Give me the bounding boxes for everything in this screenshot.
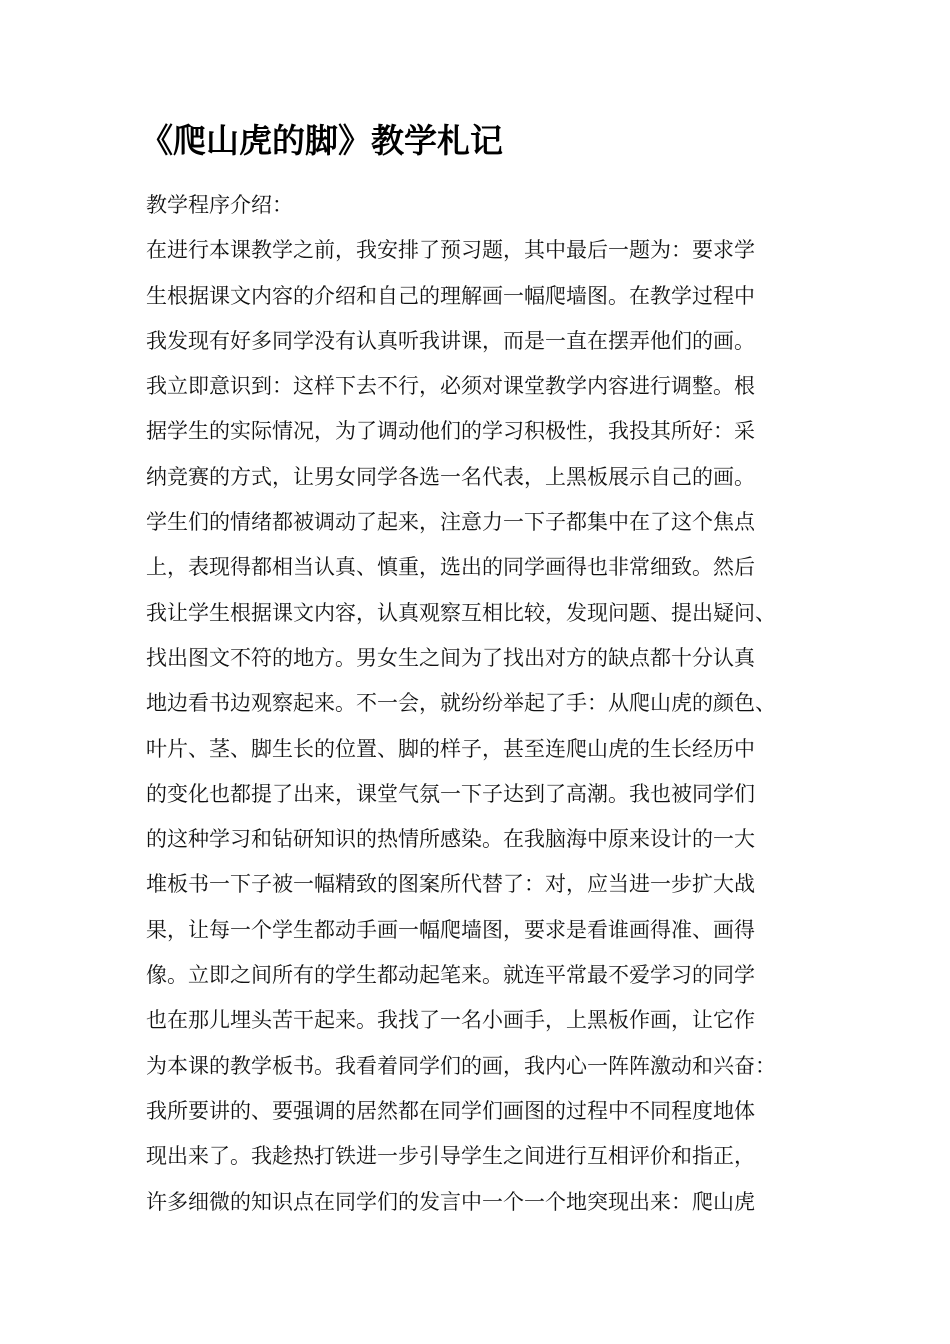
body-line: 堆板书一下子被一幅精致的图案所代替了：对，应当进一步扩大战 — [146, 872, 755, 897]
body-line: 我所要讲的、要强调的居然都在同学们画图的过程中不同程度地体 — [146, 1098, 755, 1123]
body-line: 找出图文不符的地方。男女生之间为了找出对方的缺点都十分认真 — [146, 645, 755, 670]
body-line: 也在那儿埋头苦干起来。我找了一名小画手，上黑板作画，让它作 — [146, 1008, 755, 1033]
body-line: 果，让每一个学生都动手画一幅爬墙图，要求是看谁画得准、画得 — [146, 917, 755, 942]
body-line: 据学生的实际情况，为了调动他们的学习积极性，我投其所好：采 — [146, 419, 755, 444]
body-line: 我让学生根据课文内容，认真观察互相比较，发现问题、提出疑问、 — [146, 600, 776, 625]
body-line: 的变化也都提了出来，课堂气氛一下子达到了高潮。我也被同学们 — [146, 781, 755, 806]
body-line: 叶片、茎、脚生长的位置、脚的样子，甚至连爬山虎的生长经历中 — [146, 736, 755, 761]
body-line: 许多细微的知识点在同学们的发言中一个一个地突现出来：爬山虎 — [146, 1189, 755, 1214]
body-line: 学生们的情绪都被调动了起来，注意力一下子都集中在了这个焦点 — [146, 510, 755, 535]
body-line: 现出来了。我趁热打铁进一步引导学生之间进行互相评价和指正， — [146, 1144, 755, 1169]
body-line: 我发现有好多同学没有认真听我讲课，而是一直在摆弄他们的画。 — [146, 328, 755, 353]
body-line: 在进行本课教学之前，我安排了预习题，其中最后一题为：要求学 — [146, 238, 755, 263]
body-line: 为本课的教学板书。我看着同学们的画，我内心一阵阵激动和兴奋： — [146, 1053, 776, 1078]
body-line: 我立即意识到：这样下去不行，必须对课堂教学内容进行调整。根 — [146, 374, 755, 399]
document-body — [146, 183, 836, 1225]
body-line: 纳竞赛的方式，让男女同学各选一名代表，上黑板展示自己的画。 — [146, 464, 755, 489]
body-line: 像。立即之间所有的学生都动起笔来。就连平常最不爱学习的同学 — [146, 963, 755, 988]
body-line: 上，表现得都相当认真、慎重，选出的同学画得也非常细致。然后 — [146, 555, 755, 580]
body-line: 教学程序介绍： — [146, 193, 293, 217]
body-line: 地边看书边观察起来。不一会，就纷纷举起了手：从爬山虎的颜色、 — [146, 691, 776, 716]
body-line: 的这种学习和钻研知识的热情所感染。在我脑海中原来设计的一大 — [146, 827, 755, 852]
document-title: 《爬山虎的脚》教学札记 — [140, 121, 503, 160]
body-line: 生根据课文内容的介绍和自己的理解画一幅爬墙图。在教学过程中 — [146, 283, 755, 308]
